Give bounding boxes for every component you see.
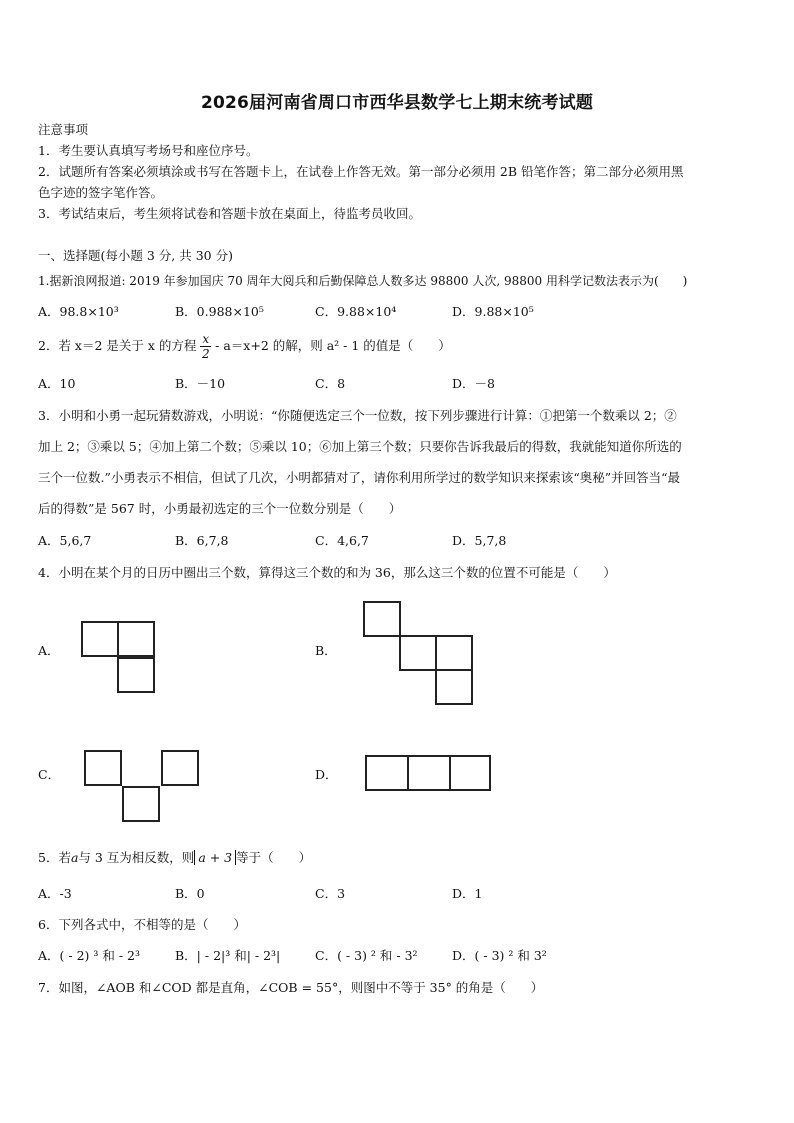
question-3-line-3: 三个一位数.”小勇表示不相信，但试了几次，小明都猜对了，请你利用所学过的数学知识来探索该“奥秘”并回答当“最 <box>38 470 681 485</box>
question-5-option-a: A．-3 <box>38 886 72 901</box>
question-6-stem: 6．下列各式中，不相等的是（ ） <box>38 917 246 932</box>
question-3-line-1: 3．小明和小勇一起玩猜数游戏，小明说：“你随便选定三个一位数，按下列步骤进行计算：①把第一个数乘以 2；② <box>38 408 677 423</box>
question-4-option-c-label: C． <box>38 767 61 782</box>
grid-cell <box>117 657 155 693</box>
notice-item-3: 3．考试结束后，考生须将试卷和答题卡放在桌面上，待监考员收回。 <box>38 206 421 221</box>
question-3-option-a: A．5,6,7 <box>38 533 92 548</box>
question-4-stem: 4．小明在某个月的日历中圈出三个数，算得这三个数的和为 36，那么这三个数的位置不可能是（ ） <box>38 565 616 580</box>
question-5-option-d: D．1 <box>452 886 483 901</box>
grid-cell <box>449 755 491 791</box>
question-4-option-a-label: A． <box>38 643 60 658</box>
grid-cell <box>365 755 409 791</box>
question-5-stem <box>38 848 311 866</box>
question-2-stem <box>38 332 451 361</box>
grid-cell <box>161 750 199 786</box>
question-2-prefix: 2．若 x＝2 是关于 x 的方程 <box>38 338 197 353</box>
grid-cell <box>117 621 155 657</box>
question-5-option-b: B．0 <box>175 886 205 901</box>
grid-cell <box>435 669 473 705</box>
question-4-option-b-label: B． <box>315 643 337 658</box>
variable-a: a <box>70 850 79 865</box>
question-7-stem: 7．如图，∠AOB 和∠COD 都是直角，∠COB = 55°，则图中不等于 35° 的角是（ ） <box>38 980 544 995</box>
grid-cell <box>81 621 119 657</box>
notice-item-1: 1．考生要认真填写考场号和座位序号。 <box>38 143 259 158</box>
section-heading: 一、选择题(每小题 3 分, 共 30 分) <box>38 248 233 263</box>
question-4-option-d-label: D． <box>315 767 338 782</box>
question-6-option-a: A．( - 2) ³ 和 - 2³ <box>38 948 140 963</box>
question-1-option-c: C．9.88×10⁴ <box>315 304 397 319</box>
question-5-mid: 与 3 互为相反数，则 <box>78 850 195 865</box>
grid-cell <box>363 601 401 637</box>
question-3-line-4: 后的得数”是 567 时，小勇最初选定的三个一位数分别是（ ） <box>38 501 402 516</box>
notice-heading: 注意事项 <box>38 122 89 137</box>
question-3-option-d: D．5,7,8 <box>452 533 507 548</box>
question-6-option-d: D．( - 3) ² 和 3² <box>452 948 547 963</box>
question-3-option-b: B．6,7,8 <box>175 533 229 548</box>
grid-cell <box>407 755 451 791</box>
question-3-option-c: C．4,6,7 <box>315 533 369 548</box>
question-1-option-d: D．9.88×10⁵ <box>452 304 534 319</box>
question-6-option-c: C．( - 3) ² 和 - 3² <box>315 948 418 963</box>
question-1-option-a: A．98.8×10³ <box>38 304 119 319</box>
question-1-stem: 1.据新浪网报道: 2019 年参加国庆 70 周年大阅兵和后勤保障总人数多达 98800 人次, 98800 用科学记数法表示为( ) <box>38 274 688 288</box>
grid-cell <box>84 750 122 786</box>
question-2-option-d: D．－8 <box>452 376 495 391</box>
notice-item-2: 2．试题所有答案必须填涂或书写在答题卡上，在试卷上作答无效。第一部分必须用 2B 铅笔作答；第二部分必须用黑 <box>38 164 684 179</box>
fraction-denominator: 2 <box>201 347 210 361</box>
question-1-option-b: B．0.988×10⁵ <box>175 304 264 319</box>
fraction-numerator: x <box>202 332 210 346</box>
question-5-prefix: 5．若 <box>38 850 71 865</box>
question-6-option-b: B．| - 2|³ 和| - 2³| <box>175 948 281 963</box>
question-2-option-b: B．－10 <box>175 376 226 391</box>
question-2-suffix: - a＝x+2 的解，则 a² - 1 的值是（ ） <box>215 338 451 353</box>
question-5-suffix: 等于（ ） <box>236 850 312 865</box>
question-2-option-c: C．8 <box>315 376 346 391</box>
question-3-line-2: 加上 2；③乘以 5；④加上第二个数；⑤乘以 10；⑥加上第三个数；只要你告诉我最后的得数，我就能知道你所选的 <box>38 439 682 454</box>
absolute-value-expression: a + 3 <box>194 850 236 865</box>
question-5-option-c: C．3 <box>315 886 346 901</box>
page-title: 2026届河南省周口市西华县数学七上期末统考试题 <box>200 93 594 113</box>
grid-cell <box>435 635 473 671</box>
grid-cell <box>399 635 437 671</box>
question-2-option-a: A．10 <box>38 376 76 391</box>
grid-cell <box>122 786 160 822</box>
fraction-x-over-2 <box>200 332 211 361</box>
notice-item-2-cont: 色字迹的签字笔作答。 <box>38 185 164 200</box>
